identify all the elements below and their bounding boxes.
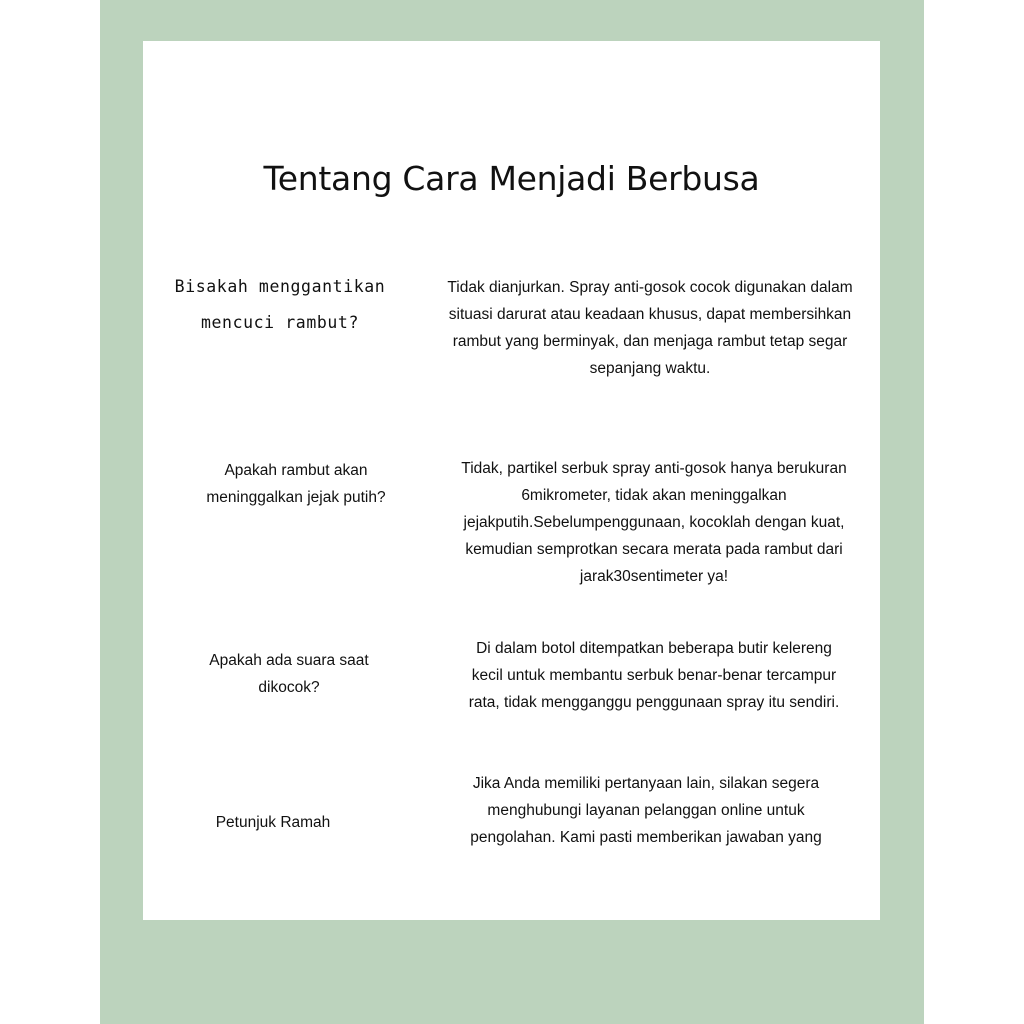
faq-question-3 bbox=[159, 647, 419, 701]
faq-answer-1 bbox=[435, 274, 865, 382]
answer-line: kemudian semprotkan secara merata pada rambut dari bbox=[465, 541, 843, 558]
answer-line: jarak30sentimeter ya! bbox=[579, 568, 729, 585]
answer-line: rambut yang berminyak, dan menjaga rambut tetap segar bbox=[452, 333, 848, 350]
question-line: dikocok? bbox=[258, 679, 320, 696]
question-line: Petunjuk Ramah bbox=[215, 814, 331, 831]
question-line: Apakah rambut akan bbox=[224, 462, 368, 479]
answer-line: Di dalam botol ditempatkan beberapa butir kelereng bbox=[476, 640, 832, 657]
answer-line: Tidak dianjurkan. Spray anti-gosok cocok digunakan dalam bbox=[447, 279, 853, 296]
answer-line: jejakputih.Sebelumpenggunaan, kocoklah dengan kuat, bbox=[463, 514, 845, 531]
question-line: Bisakah menggantikan bbox=[174, 277, 386, 296]
question-line: Apakah ada suara saat bbox=[209, 652, 369, 669]
faq-question-2 bbox=[166, 457, 426, 511]
content-card bbox=[143, 41, 880, 920]
faq-answer-4 bbox=[431, 770, 861, 851]
answer-line: sepanjang waktu. bbox=[589, 360, 711, 377]
page-title: Tentang Cara Menjadi Berbusa bbox=[263, 159, 760, 198]
answer-line: menghubungi layanan pelanggan online untuk bbox=[487, 802, 805, 819]
answer-line: situasi darurat atau keadaan khusus, dapat membersihkan bbox=[448, 306, 852, 323]
faq-answer-3 bbox=[439, 635, 869, 716]
faq-question-1 bbox=[150, 269, 410, 341]
answer-line: pengolahan. Kami pasti memberikan jawaban yang bbox=[470, 829, 822, 846]
faq-question-4 bbox=[143, 809, 403, 836]
question-line: meninggalkan jejak putih? bbox=[206, 489, 386, 506]
answer-line: kecil untuk membantu serbuk benar-benar tercampur bbox=[471, 667, 837, 684]
answer-line: Tidak, partikel serbuk spray anti-gosok hanya berukuran bbox=[461, 460, 847, 477]
answer-line: 6mikrometer, tidak akan meninggalkan bbox=[521, 487, 787, 504]
faq-answer-2 bbox=[439, 455, 869, 590]
answer-line: Jika Anda memiliki pertanyaan lain, silakan segera bbox=[472, 775, 820, 792]
question-line: mencuci rambut? bbox=[200, 313, 359, 332]
answer-line: rata, tidak mengganggu penggunaan spray itu sendiri. bbox=[468, 694, 840, 711]
